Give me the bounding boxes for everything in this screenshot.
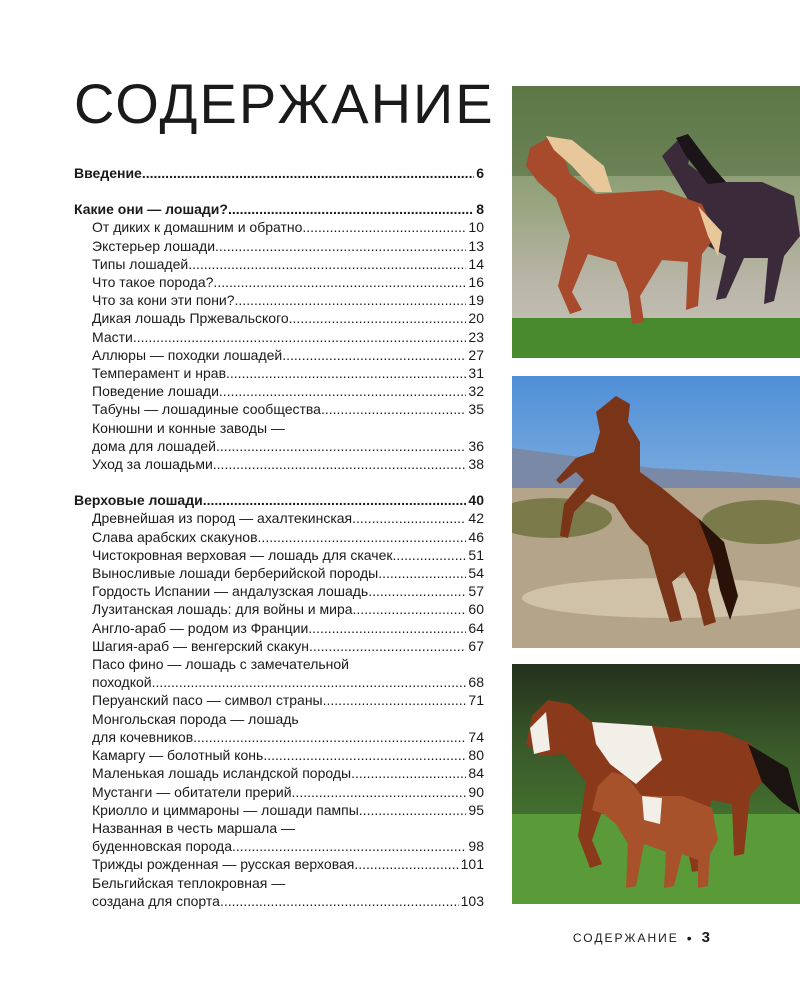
toc-entry[interactable] bbox=[74, 400, 484, 418]
toc-entry[interactable] bbox=[74, 746, 484, 764]
toc-entry-text: Камаргу — болотный конь bbox=[92, 747, 264, 764]
toc-entry-text: Типы лошадей bbox=[92, 255, 189, 272]
toc-entry[interactable] bbox=[74, 783, 484, 801]
toc-entry-text: Маленькая лошадь исландской породы bbox=[92, 765, 352, 782]
toc-entry-text: Англо-араб — родом из Франции bbox=[92, 619, 309, 636]
toc-entry-text: Что за кони эти пони? bbox=[92, 292, 235, 309]
toc-entry-text: Темперамент и нрав bbox=[92, 365, 227, 382]
dot-leader bbox=[353, 600, 467, 618]
toc-entry-page: 101 bbox=[460, 856, 484, 873]
toc-entry-text: Трижды рожденная — русская верховая bbox=[92, 856, 355, 873]
toc-entry-page: 42 bbox=[468, 510, 484, 527]
dot-leader bbox=[226, 364, 466, 382]
toc-entry-text: Выносливые лошади берберийской породы bbox=[92, 565, 379, 582]
photo-galloping-horses bbox=[512, 86, 800, 358]
dot-leader bbox=[203, 491, 467, 509]
section-heading-page: 8 bbox=[476, 201, 484, 218]
toc-entry-text: создана для спорта bbox=[92, 892, 220, 909]
toc-entry[interactable] bbox=[74, 801, 484, 819]
toc-entry-text: Лузитанская лошадь: для войны и мира bbox=[92, 601, 353, 618]
toc-entry-page: 103 bbox=[460, 892, 484, 909]
toc-entry[interactable] bbox=[74, 546, 484, 564]
toc-entry-page: 60 bbox=[468, 601, 484, 618]
toc-section bbox=[74, 491, 484, 910]
section-heading-page: 6 bbox=[476, 165, 484, 181]
toc-entry-text: Экстерьер лошади bbox=[92, 237, 216, 254]
dot-leader bbox=[258, 528, 467, 546]
toc-entry-text: Криолло и циммароны — лошади пампы bbox=[92, 801, 359, 818]
photo-rearing-horse bbox=[512, 376, 800, 648]
toc-entry[interactable] bbox=[74, 364, 484, 382]
dot-leader bbox=[378, 564, 466, 582]
toc-entry[interactable] bbox=[74, 509, 484, 527]
toc-section bbox=[74, 164, 484, 182]
dot-leader bbox=[220, 892, 459, 910]
toc-entry-page: 68 bbox=[468, 674, 484, 691]
toc-entry[interactable] bbox=[74, 237, 484, 255]
dot-leader bbox=[302, 218, 466, 236]
toc-entry-text: Древнейшая из пород — ахалтекинская bbox=[92, 510, 353, 527]
toc-entry-page: 98 bbox=[468, 838, 484, 855]
toc-entry-page: 95 bbox=[468, 801, 484, 818]
toc-entry[interactable] bbox=[74, 728, 484, 746]
toc-entry-page: 80 bbox=[468, 747, 484, 764]
toc-entry-line1[interactable]: Пасо фино — лошадь с замечательной bbox=[92, 656, 349, 673]
toc-entry[interactable] bbox=[74, 892, 484, 910]
toc-entry-page: 10 bbox=[468, 219, 484, 236]
dot-leader bbox=[292, 783, 467, 801]
toc-entry-page: 32 bbox=[468, 383, 484, 400]
toc-entry[interactable] bbox=[74, 855, 484, 873]
dot-leader bbox=[308, 619, 466, 637]
dot-leader bbox=[263, 746, 466, 764]
dot-leader bbox=[213, 455, 467, 473]
toc-entry-line1[interactable]: Названная в честь маршала — bbox=[92, 819, 296, 836]
page-title: СОДЕРЖАНИЕ bbox=[74, 72, 495, 135]
dot-leader bbox=[232, 837, 466, 855]
toc-entry-page: 51 bbox=[468, 546, 484, 563]
toc-entry-text: Масти bbox=[92, 328, 133, 345]
toc-entry[interactable] bbox=[74, 619, 484, 637]
toc-entry-text: Табуны — лошадиные сообщества bbox=[92, 401, 321, 418]
toc-entry[interactable] bbox=[74, 291, 484, 309]
dot-leader bbox=[354, 855, 458, 873]
toc-entry-page: 54 bbox=[468, 565, 484, 582]
toc-entry-text: От диких к домашним и обратно bbox=[92, 219, 303, 236]
toc-entry-page: 36 bbox=[468, 437, 484, 454]
section-heading-text: Какие они — лошади? bbox=[74, 201, 228, 218]
toc-entry-text: Мустанги — обитатели прерий bbox=[92, 783, 292, 800]
toc-entry-page: 57 bbox=[468, 583, 484, 600]
toc-entry-page: 84 bbox=[468, 765, 484, 782]
toc-entry[interactable] bbox=[74, 346, 484, 364]
photo-mare-and-foal bbox=[512, 664, 800, 904]
toc-section bbox=[74, 200, 484, 473]
dot-leader bbox=[351, 764, 466, 782]
page-footer bbox=[573, 929, 710, 946]
toc-entry-page: 20 bbox=[468, 310, 484, 327]
dot-leader bbox=[152, 673, 467, 691]
section-heading[interactable] bbox=[74, 491, 484, 509]
table-of-contents bbox=[74, 164, 484, 928]
toc-entry-page: 74 bbox=[468, 728, 484, 745]
toc-entry[interactable] bbox=[74, 309, 484, 327]
toc-entry[interactable] bbox=[74, 764, 484, 782]
toc-entry-page: 16 bbox=[468, 274, 484, 291]
toc-entry-page: 38 bbox=[468, 456, 484, 473]
toc-entry-text: Чистокровная верховая — лошадь для скачек bbox=[92, 546, 393, 563]
dot-leader bbox=[368, 582, 466, 600]
dot-leader bbox=[228, 200, 474, 218]
toc-entry[interactable] bbox=[74, 691, 484, 709]
toc-entry-page: 67 bbox=[468, 637, 484, 654]
toc-entry[interactable] bbox=[74, 837, 484, 855]
dot-leader bbox=[359, 801, 467, 819]
toc-entry-page: 31 bbox=[468, 365, 484, 382]
toc-entry-text: Перуанский пасо — символ страны bbox=[92, 692, 323, 709]
toc-entry[interactable] bbox=[74, 528, 484, 546]
toc-entry-text: Шагия-араб — венгерский скакун bbox=[92, 637, 309, 654]
toc-entry[interactable] bbox=[74, 582, 484, 600]
footer-label: СОДЕРЖАНИЕ bbox=[572, 930, 679, 945]
toc-entry-page: 19 bbox=[468, 292, 484, 309]
dot-leader bbox=[323, 691, 467, 709]
toc-entry-text: Гордость Испании — андалузская лошадь bbox=[92, 583, 369, 600]
footer-separator: • bbox=[686, 929, 694, 946]
section-heading-text: Введение bbox=[74, 165, 142, 181]
dot-leader bbox=[193, 728, 466, 746]
toc-entry[interactable] bbox=[74, 455, 484, 473]
dot-leader bbox=[219, 382, 467, 400]
toc-entry[interactable] bbox=[74, 255, 484, 273]
toc-entry[interactable] bbox=[74, 382, 484, 400]
toc-entry-page: 23 bbox=[468, 328, 484, 345]
toc-entry[interactable] bbox=[74, 637, 484, 655]
toc-entry-text: дома для лошадей bbox=[92, 437, 216, 454]
dot-leader bbox=[216, 437, 466, 455]
toc-entry-text: Дикая лошадь Пржевальского bbox=[92, 310, 289, 327]
toc-entry-text: Что такое порода? bbox=[92, 274, 214, 291]
toc-entry-text: для кочевников bbox=[92, 728, 194, 745]
toc-entry[interactable] bbox=[74, 564, 484, 582]
dot-leader bbox=[235, 291, 467, 309]
toc-entry[interactable] bbox=[74, 437, 484, 455]
toc-entry-text: Аллюры — походки лошадей bbox=[92, 346, 283, 363]
dot-leader bbox=[309, 637, 466, 655]
toc-entry[interactable] bbox=[74, 600, 484, 618]
toc-entry-page: 14 bbox=[468, 255, 484, 272]
dot-leader bbox=[289, 309, 467, 327]
dot-leader bbox=[213, 273, 466, 291]
section-heading[interactable] bbox=[74, 164, 484, 182]
dot-leader bbox=[188, 255, 466, 273]
section-heading[interactable] bbox=[74, 200, 484, 218]
page-number: 3 bbox=[701, 929, 710, 946]
dot-leader bbox=[352, 509, 466, 527]
section-heading-text: Верховые лошади bbox=[74, 492, 203, 509]
dot-leader bbox=[142, 164, 474, 182]
toc-entry-text: буденновская порода bbox=[92, 838, 233, 855]
toc-entry-text: Поведение лошади bbox=[92, 383, 219, 400]
toc-entry-page: 35 bbox=[468, 401, 484, 418]
toc-entry-page: 64 bbox=[468, 619, 484, 636]
section-heading-page: 40 bbox=[468, 492, 484, 509]
toc-entry-text: походкой bbox=[92, 674, 152, 691]
toc-entry-line1[interactable]: Монгольская порода — лошадь bbox=[92, 710, 299, 727]
toc-entry[interactable] bbox=[74, 328, 484, 346]
dot-leader bbox=[282, 346, 466, 364]
toc-entry-line1[interactable]: Конюшни и конные заводы — bbox=[92, 419, 285, 436]
toc-entry-page: 27 bbox=[468, 346, 484, 363]
dot-leader bbox=[215, 237, 466, 255]
dot-leader bbox=[321, 400, 466, 418]
toc-entry-page: 46 bbox=[468, 528, 484, 545]
toc-entry[interactable] bbox=[74, 273, 484, 291]
toc-entry-line1[interactable]: Бельгийская теплокровная — bbox=[92, 874, 286, 891]
toc-entry-page: 90 bbox=[468, 783, 484, 800]
toc-entry-page: 71 bbox=[468, 692, 484, 709]
toc-entry-text: Слава арабских скакунов bbox=[92, 528, 258, 545]
toc-entry[interactable] bbox=[74, 673, 484, 691]
dot-leader bbox=[392, 546, 466, 564]
toc-entry[interactable] bbox=[74, 218, 484, 236]
toc-entry-page: 13 bbox=[468, 237, 484, 254]
toc-entry-text: Уход за лошадьми bbox=[92, 456, 213, 473]
dot-leader bbox=[133, 328, 467, 346]
